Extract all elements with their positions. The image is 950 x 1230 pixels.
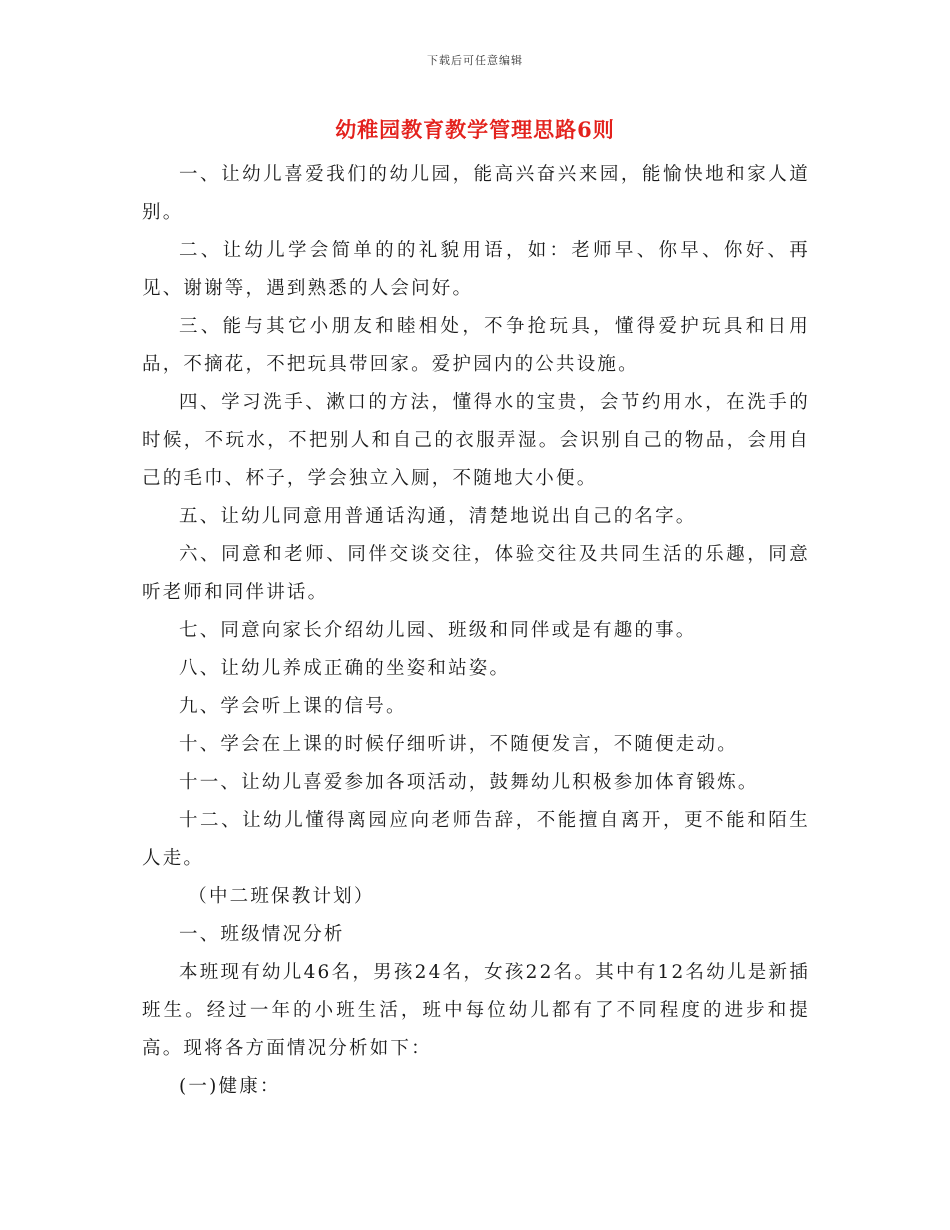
paragraph-9: 九、学会听上课的信号。 xyxy=(179,696,407,717)
paragraph-1: 一、让幼儿喜爱我们的幼儿园，能高兴奋兴来园，能愉快地和家人道别。 xyxy=(142,164,810,223)
section-heading-class-analysis: 一、班级情况分析 xyxy=(179,924,345,945)
paragraph-6: 六、同意和老师、同伴交谈交往，体验交往及共同生活的乐趣，同意听老师和同伴讲话。 xyxy=(142,544,810,603)
document-body xyxy=(142,156,810,1106)
section-plan-title: （中二班保教计划） xyxy=(188,886,375,907)
paragraph-7: 七、同意向家长介绍幼儿园、班级和同伴或是有趣的事。 xyxy=(179,620,697,641)
header-note: 下载后可任意编辑 xyxy=(427,54,523,67)
paragraph-2: 二、让幼儿学会简单的的礼貌用语，如：老师早、你早、你好、再见、谢谢等，遇到熟悉的人会问好。 xyxy=(142,240,810,299)
paragraph-11: 十一、让幼儿喜爱参加各项活动，鼓舞幼儿积极参加体育锻炼。 xyxy=(179,772,759,793)
paragraph-12: 十二、让幼儿懂得离园应向老师告辞，不能擅自离开，更不能和陌生人走。 xyxy=(142,810,810,869)
subsection-heading-health: (一)健康： xyxy=(179,1076,281,1097)
paragraph-3: 三、能与其它小朋友和睦相处，不争抢玩具，懂得爱护玩具和日用品，不摘花，不把玩具带回家。爱护园内的公共设施。 xyxy=(142,316,810,375)
paragraph-8: 八、让幼儿养成正确的坐姿和站姿。 xyxy=(179,658,511,679)
paragraph-4: 四、学习洗手、漱口的方法，懂得水的宝贵，会节约用水，在洗手的时候，不玩水，不把别人和自己的衣服弄湿。会识别自己的物品，会用自己的毛巾、杯子，学会独立入厕，不随地大小便。 xyxy=(142,392,810,489)
document-title: 幼稚园教育教学管理思路6则 xyxy=(335,117,615,142)
paragraph-10: 十、学会在上课的时候仔细听讲，不随便发言，不随便走动。 xyxy=(179,734,738,755)
paragraph-class-overview: 本班现有幼儿46名，男孩24名，女孩22名。其中有12名幼儿是新插班生。经过一年的小班生活，班中每位幼儿都有了不同程度的进步和提高。现将各方面情况分析如下： xyxy=(142,962,810,1059)
paragraph-5: 五、让幼儿同意用普通话沟通，清楚地说出自己的名字。 xyxy=(179,506,697,527)
